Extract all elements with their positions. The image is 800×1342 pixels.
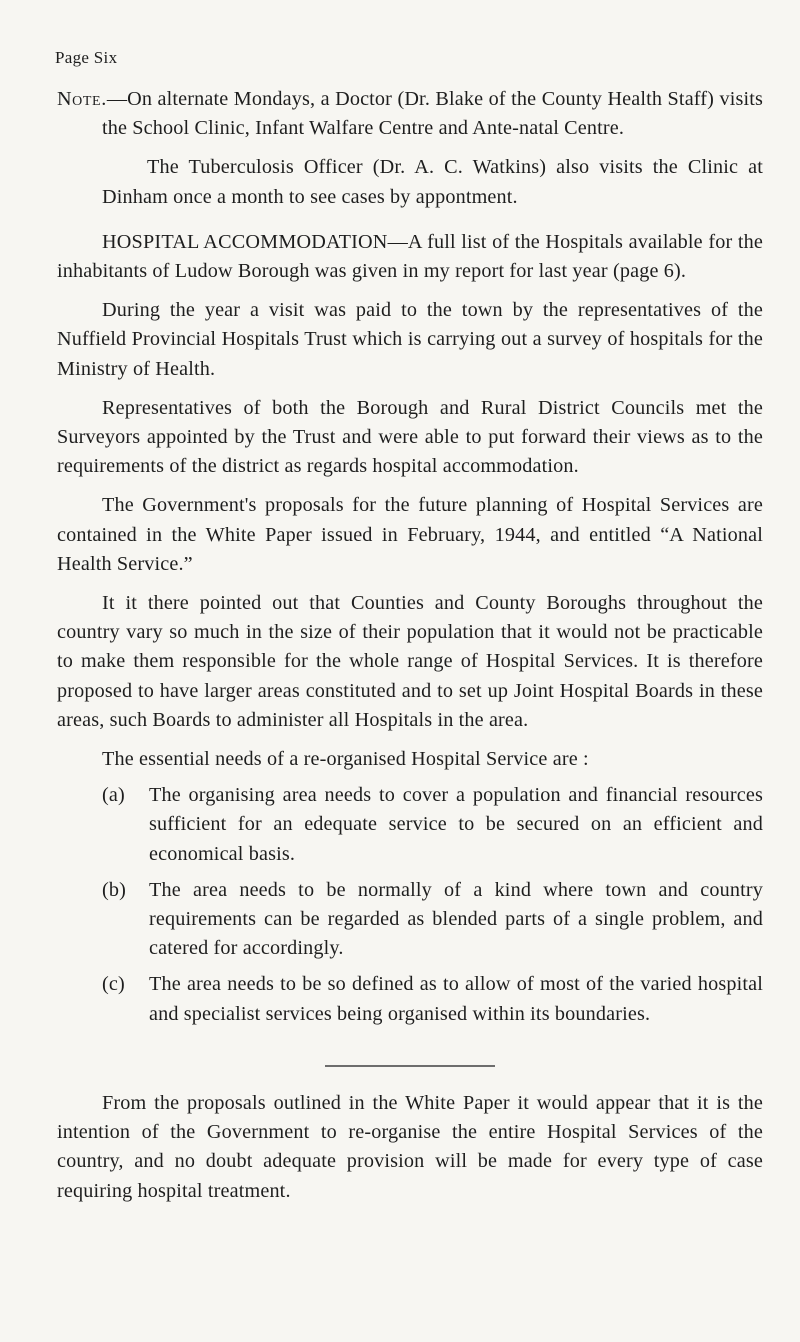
- list-item-marker: (c): [102, 973, 125, 996]
- essential-needs-intro: The essential needs of a re-organised Hospital Service are :: [102, 748, 589, 771]
- page-number-header: Page Six: [55, 48, 118, 67]
- visit-paragraph: During the year a visit was paid to the town by the representatives of the Nuffield Provincial Hospitals Trust which is carrying out a survey of hospitals for the Ministry of Health.: [57, 299, 763, 380]
- page-body: [57, 85, 763, 1206]
- list-item-text: The area needs to be so defined as to allow of most of the varied hospital and specialist services being organised within its boundaries.: [149, 973, 763, 1025]
- counties-paragraph: It it there pointed out that Counties and County Boroughs throughout the country vary so much in the size of their population that it would not be practicable to make them responsible for the whole range of Hospital Services. It is therefore proposed to have larger areas constituted and to set up Joint Hospital Boards in these areas, such Boards to administer all Hospitals in the area.: [57, 592, 763, 731]
- hospital-accommodation-paragraph: [57, 228, 763, 286]
- list-item: [57, 781, 763, 869]
- section-heading: HOSPITAL ACCOMMODATION: [102, 230, 388, 253]
- list-item-marker: (a): [102, 784, 125, 807]
- essential-needs-list: [57, 781, 763, 1029]
- list-item: [57, 970, 763, 1028]
- list-item-text: The area needs to be normally of a kind where town and country requirements can be regarded as blended parts of a single problem, and catered for accordingly.: [149, 878, 763, 960]
- section-divider: [325, 1065, 495, 1067]
- list-item-marker: (b): [102, 878, 126, 901]
- note-text: —On alternate Mondays, a Doctor (Dr. Blake of the County Health Staff) visits the School Clinic, Infant Walfare Centre and Ante-natal Centre.: [102, 88, 763, 140]
- section-intro: —A full list of the Hospitals available for the inhabitants of Ludow Borough was given in my report for last year (page 6).: [57, 230, 763, 283]
- note-label: Note.: [57, 88, 107, 110]
- white-paper-paragraph: The Government's proposals for the future planning of Hospital Services are contained in the White Paper issued in February, 1944, and entitled “A National Health Service.”: [57, 494, 763, 575]
- note-paragraph: [57, 85, 763, 143]
- tuberculosis-paragraph: The Tuberculosis Officer (Dr. A. C. Watkins) also visits the Clinic at Dinham once a month to see cases by appontment.: [102, 156, 763, 208]
- conclusion-paragraph: From the proposals outlined in the White Paper it would appear that it is the intention of the Government to re-organise the entire Hospital Services of the country, and no doubt adequate provision will be made for every type of case requiring hospital treatment.: [57, 1091, 763, 1202]
- representatives-paragraph: Representatives of both the Borough and Rural District Councils met the Surveyors appointed by the Trust and were able to put forward their views as to the requirements of the district as regards hospital accommodation.: [57, 396, 763, 478]
- list-item-text: The organising area needs to cover a population and financial resources sufficient for an edequate service to be secured on an efficient and economical basis.: [149, 784, 763, 865]
- list-item: [57, 876, 763, 964]
